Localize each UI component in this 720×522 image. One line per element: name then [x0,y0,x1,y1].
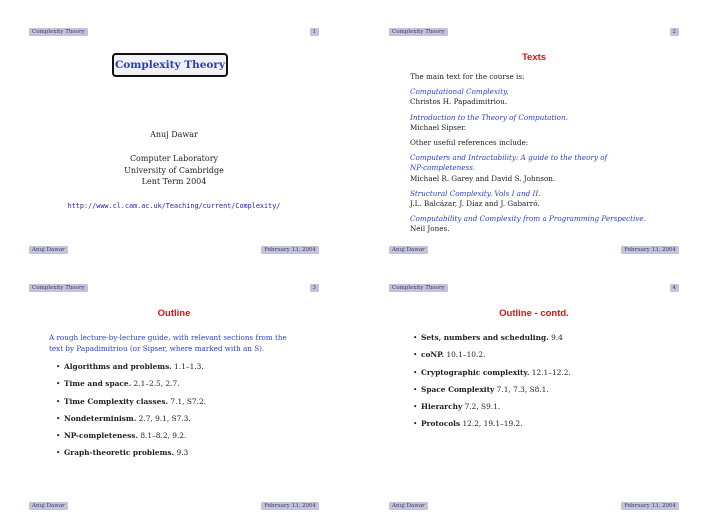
footer-date-tag: February 13, 2004 [621,246,679,254]
texts-list [410,72,675,235]
book-author: Neil Jones. [410,224,450,234]
slide-header [29,284,319,292]
slide-header [389,284,679,292]
topic-name: coNP. [421,350,445,360]
course-url-link[interactable]: http://www.cl.cam.ac.uk/Teaching/current/Complexity/ [67,202,281,210]
header-page-number: 2 [670,28,680,36]
slide-footer [389,246,679,254]
institution-line: University of Cambridge [124,165,224,175]
list-item [49,448,315,465]
topic-sections: 1.1–1.3. [171,362,204,371]
list-item [406,350,675,367]
author-name: Anuj Dawar [150,130,198,139]
slide-2 [389,26,679,266]
topic-sections: 10.1–10.2. [444,350,486,360]
slide-header [389,28,679,36]
list-item [49,379,315,396]
list-item [406,419,675,436]
slide-title: Texts [521,52,547,63]
slide-header [29,28,319,36]
course-title-box: Complexity Theory [112,53,228,77]
topic-name: NP-completeness. [64,431,138,441]
slide-title: Outline [157,308,191,319]
book-title: Computational Complexity. [410,87,509,97]
topic-name: Space Complexity [421,384,495,394]
topic-name: Nondeterminism. [64,413,137,423]
footer-date-tag: February 13, 2004 [261,502,319,510]
slide-footer [29,246,319,254]
topic-sections: 7.1, S7.2. [168,396,207,406]
slide-4 [389,282,679,522]
footer-author-tag: Anuj Dawar [29,246,68,254]
outline-list [49,362,315,466]
list-item [49,397,315,414]
outline-intro [49,332,311,354]
topic-sections: 9.3 [174,448,189,458]
topic-name: Sets, numbers and scheduling. [421,333,549,342]
institution-line: Lent Term 2004 [141,177,207,186]
header-course-tag: Complexity Theory [29,284,88,292]
topic-name: Cryptographic complexity. [421,367,530,377]
list-item [49,414,315,431]
book-author: J.L. Balcázar, J. Díaz and J. Gabarró. [410,199,540,209]
list-item [49,362,315,379]
list-item [49,431,315,448]
book-title: Structural Complexity. Vols I and II. [410,188,541,198]
book-author: Christos H. Papadimitriou. [410,97,508,107]
slide-1 [29,26,319,266]
footer-date-tag: February 13, 2004 [261,246,319,254]
book-author: Michael Sipser. [410,122,467,132]
outline-intro-line: text by Papadimitriou (or Sipser, where marked with an S). [49,344,265,353]
topic-sections: 2.7, 9.1, S7.3. [136,413,191,423]
list-item [406,333,675,350]
slide-title: Outline - contd. [499,308,569,319]
outline-intro-line: A rough lecture-by-lecture guide, with relevant sections from the [49,333,287,342]
topic-sections: 2.1–2.5, 2.7. [131,379,180,389]
institution-block [29,153,319,188]
slide-footer [389,502,679,510]
other-references-intro: Other useful references include: [410,138,529,148]
header-course-tag: Complexity Theory [389,284,448,292]
book-title: Computability and Complexity from a Programming Perspective. [410,214,646,224]
topic-sections: 8.1–8.2, 9.2. [138,431,187,441]
institution-line: Computer Laboratory [129,154,219,163]
header-course-tag: Complexity Theory [389,28,448,36]
footer-author-tag: Anuj Dawar [29,502,68,510]
list-item [406,368,675,385]
book-title: Computers and Intractability: A guide to the theory of [410,153,608,163]
outline-list [406,333,675,437]
book-author: Michael R. Garey and David S. Johnson. [410,173,556,183]
texts-intro: The main text for the course is: [410,72,525,81]
topic-sections: 7.2, S9.1. [462,402,501,412]
topic-sections: 12.1–12.2. [529,367,571,377]
footer-date-tag: February 13, 2004 [621,502,679,510]
topic-name: Algorithms and problems. [64,362,172,371]
topic-sections: 12.2, 19.1–19.2. [460,419,523,429]
book-title-continued: NP-completeness. [410,163,476,173]
header-course-tag: Complexity Theory [29,28,88,36]
list-item [406,402,675,419]
footer-author-tag: Anuj Dawar [389,246,428,254]
header-page-number: 3 [310,284,320,292]
topic-name: Hierarchy [421,402,463,412]
slide-3 [29,282,319,522]
slide-footer [29,502,319,510]
topic-sections: 9.4 [548,333,563,342]
topic-name: Time and space. [64,379,132,389]
topic-name: Protocols [421,419,461,429]
header-page-number: 1 [310,28,320,36]
footer-author-tag: Anuj Dawar [389,502,428,510]
topic-name: Graph-theoretic problems. [64,448,175,458]
header-page-number: 4 [670,284,680,292]
topic-sections: 7.1, 7.3, S8.1. [494,384,549,394]
list-item [406,385,675,402]
book-title: Introduction to the Theory of Computation. [410,112,568,122]
topic-name: Time Complexity classes. [64,396,169,406]
